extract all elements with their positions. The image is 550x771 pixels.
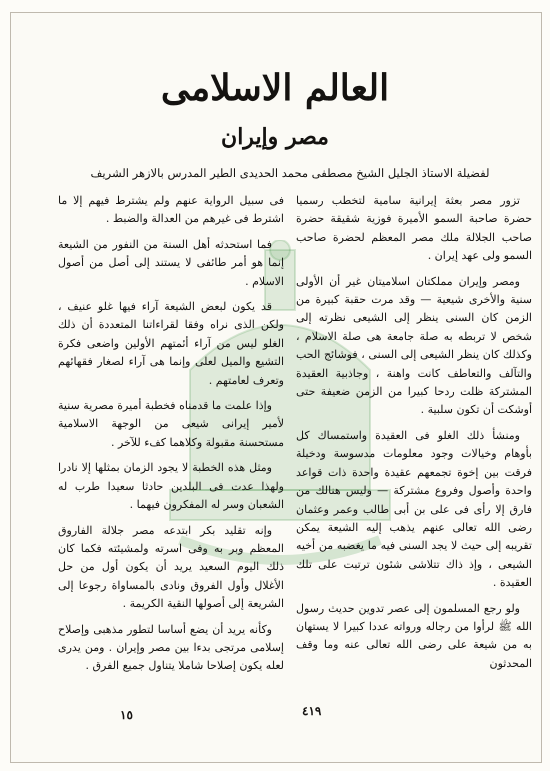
paragraph: فما استحدثه أهل السنة من النفور من الشيعة إنما هو أمر طائفى لا يستند إلى أصل من أصول الاسلام . [58,237,284,288]
paragraph: قد يكون لبعض الشيعة آراء فيها غلو عنيف ، ولكن الذى نراه وفقا لقراءاتنا المتعددة أن ذلك الغلو ليس من آراء أئمتهم الأولين واضعى فكرة التشيع والميل لعلى وإنما هى آراء لصغار فقهائهم وتعرف لعامتهم . [58,300,284,387]
paragraph: ولو رجع المسلمون إلى عصر تدوين حديث رسول الله ﷺ لرأوا من رجاله ورواته عددا كبيرا لا يستهان به من شيعة على رضى الله تعالى عنه وما وقف المحدثون [296,601,532,670]
paragraph: وكأنه يريد أن يضع أساسا لتطور مذهبى وإصلاح إسلامى مرتجى بدءا بين مصر وإيران . ومن يدرى لعله يكون إصلاحا شاملا يتناول جميع الفرق . [58,622,284,673]
page-number-left: ١٥ [120,708,133,722]
article-title: العالم الاسلامى [160,67,390,109]
article-subtitle: مصر وإيران [221,124,329,150]
right-column [296,192,532,680]
paragraph: وإذا علمت ما قدمناه فخطبة أميرة مصرية سنية لأمير إيرانى شيعى من الوجهة الاسلامية مستحسنة مقبولة وكلاهما كفء للآخر . [58,399,284,449]
page-number-right: ٤١٩ [302,704,322,718]
paragraph: ومصر وإيران مملكتان اسلاميتان غير أن الأولى سنية والأخرى شيعية — وقد مرت حقبة كبيرة من الزمن كان السنى ينظر إلى الشيعى نظرته إلى شخص لا تربطه به صلة جامعة هى صلة الاسلام ، وكذلك كان ينظر الشيعى إلى السنى ، فوشائج الحب والتآلف والتعاطف كانت واهنة ، وجاذبية العقيدة المشتركة ظلت ردحا كبيرا من الزمن ضعيفة حتى أوشكت أن تكون سلبية . [296,274,532,417]
left-column [58,192,284,683]
article-byline: لفضيلة الاستاذ الجليل الشيخ مصطفى محمد الحديدى الطير المدرس بالازهر الشريف [90,166,490,180]
paragraph: فى سبيل الرواية عنهم ولم يشترط فيهم إلا ما اشترط فى غيرهم من العدالة والضبط . [58,194,284,226]
paragraph: وإنه تقليد بكر ابتدعه مصر جلالة الفاروق المعظم وبر به وفى اسرته ولمشيئته فكما كان ذلك اليوم السعيد يريد أن يكون أول من حل الأغلال وأول الفروق ونادى بالمساواة رجوعا إلى الشريعة إلى أصولها النقية الكريمة . [58,523,284,611]
paragraph: ومنشأ ذلك الغلو فى العقيدة واستمساك كل بأوهام وخيالات وجود معلومات مدسوسة ودخيلة فرقت بين إخوة تجمعهم عقيدة واحدة ذات قواعد واحدة وأصول وفروع مشتركة — وليس هنالك من فارق إلا رأى فى على بن أبى طالب وعمر وعثمان رضى الله تعالى عنهم يذهب إليه الشيعة يمكن تقريبه إلى حيث لا يجد السنى فيه ما يغضبه من أخيه الشيعى ، وإذ ذاك تتلاشى شئون ترتبت على تلك العقيدة . [296,428,532,590]
paragraph: تزور مصر بعثة إيرانية سامية لتخطب رسميا حضرة صاحبة السمو الأميرة فوزية شقيقة حضرة صاحب الجلالة ملك مصر المعظم لحضرة صاحب السمو ولى عهد إيران . [296,194,532,263]
paragraph: ومثل هذه الخطبة لا يجود الزمان بمثلها إلا نادرا ولهذا عدت فى البلدين حادثا سعيدا طرب له الشعبان وسر له المفكرون فيهما . [58,461,284,512]
